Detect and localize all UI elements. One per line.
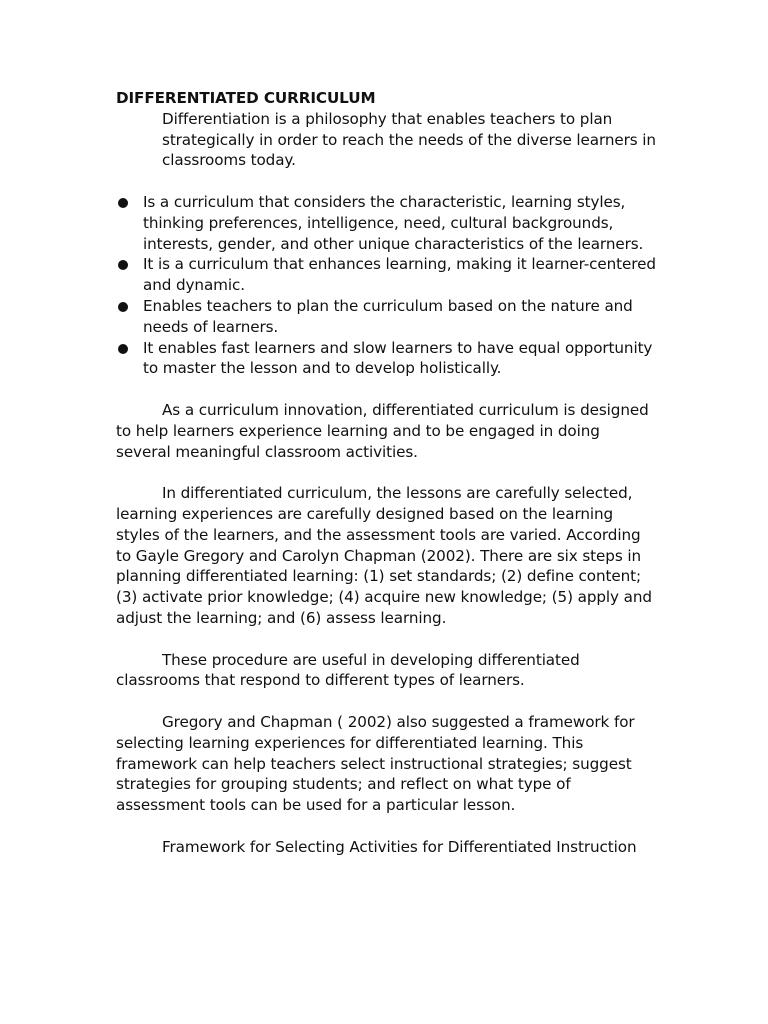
body-paragraph: In differentiated curriculum, the lessons are carefully selected, learning experiences are carefully designed based on the learning styles of the learners, and the assessment tools are varied. According to Gayle Gregory and Carolyn Chapman (2002). There are six steps in planning differentiated learning: (1) set standards; (2) define content; (3) activate prior knowledge; (4) acquire new knowledge; (5) apply and adjust the learning; and (6) assess learning. [116, 484, 652, 627]
list-item-text: Is a curriculum that considers the characteristic, learning styles, thinking preferences, intelligence, need, cultural backgrounds, interests, gender, and other unique characteristics of the learners. [143, 192, 644, 253]
list-item [116, 192, 656, 254]
list-item-text: It enables fast learners and slow learners to have equal opportunity to master the lesson and to develop holistically. [143, 338, 653, 378]
list-item-text: It is a curriculum that enhances learning, making it learner-centered and dynamic. [143, 255, 656, 295]
body-paragraph: As a curriculum innovation, differentiated curriculum is designed to help learners experience learning and to be engaged in doing several meaningful classroom activities. [116, 400, 649, 461]
intro-paragraph: Differentiation is a philosophy that enables teachers to plan strategically in order to reach the needs of the diverse learners in classrooms today. [162, 109, 656, 170]
document-title: DIFFERENTIATED CURRICULUM [116, 89, 376, 107]
framework-heading: Framework for Selecting Activities for Differentiated Instruction [162, 837, 637, 856]
document-page [116, 88, 656, 857]
list-item [116, 338, 656, 380]
list-item [116, 296, 656, 338]
bullet-icon [118, 260, 128, 270]
characteristics-list [116, 192, 656, 379]
list-item-text: Enables teachers to plan the curriculum based on the nature and needs of learners. [143, 296, 633, 336]
body-paragraph: Gregory and Chapman ( 2002) also suggested a framework for selecting learning experiences for differentiated learning. This framework can help teachers select instructional strategies; suggest strategies for grouping students; and reflect on what type of assessment tools can be used for a particular lesson. [116, 712, 635, 815]
bullet-icon [118, 302, 128, 312]
list-item [116, 254, 656, 296]
body-paragraph: These procedure are useful in developing differentiated classrooms that respond to different types of learners. [116, 650, 580, 690]
bullet-icon [118, 344, 128, 354]
bullet-icon [118, 198, 128, 208]
